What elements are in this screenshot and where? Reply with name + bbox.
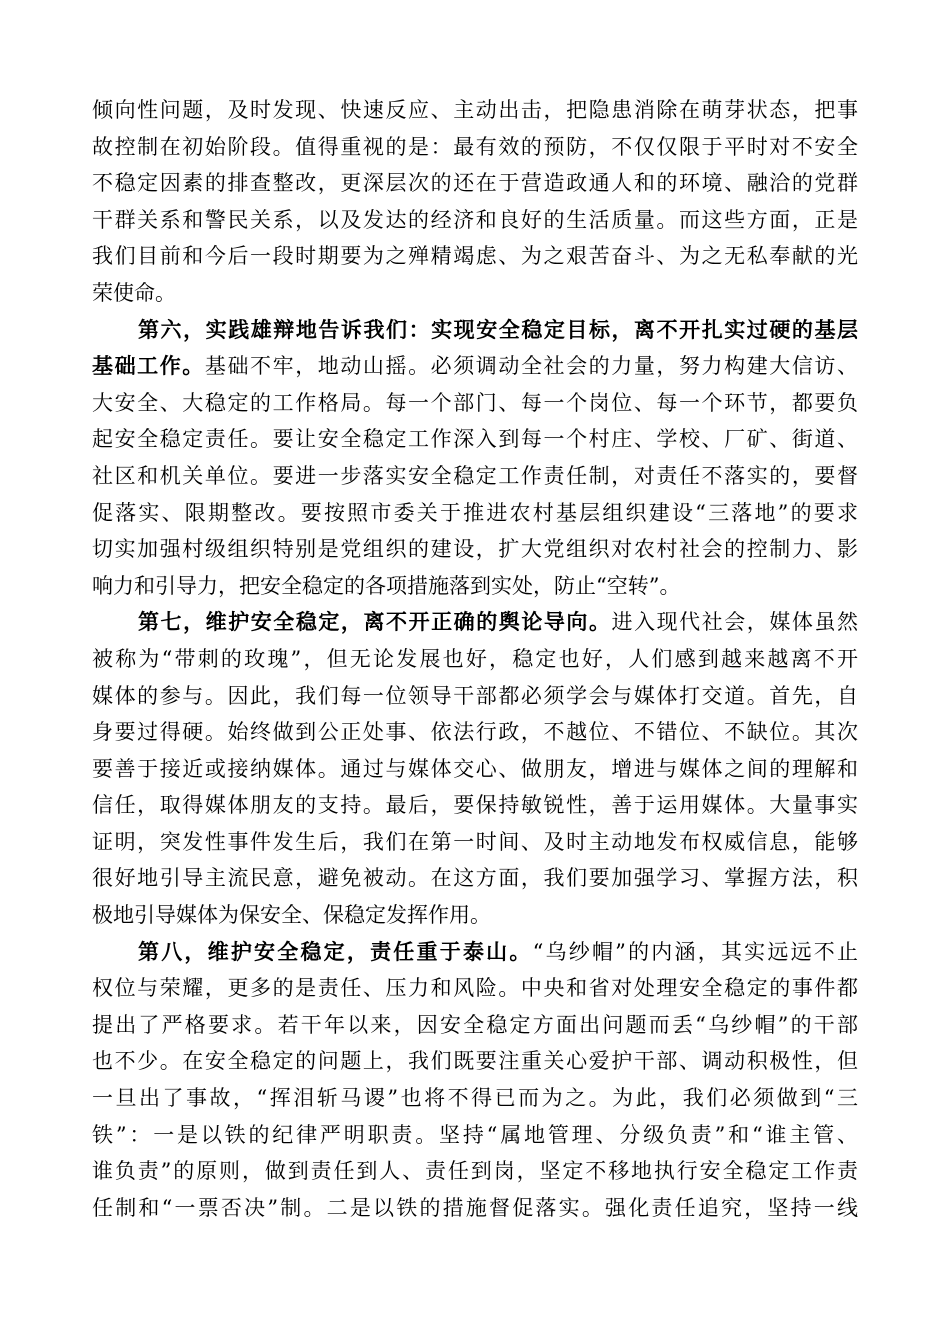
text-line: 促落实、限期整改。要按照市委关于推进农村基层组织建设“三落地”的要求 (92, 500, 858, 525)
text-line: 大安全、大稳定的工作格局。每一个部门、每一个岗位、每一个环节，都要负 (92, 390, 858, 415)
text-line: 起安全稳定责任。要让安全稳定工作深入到每一个村庄、学校、厂矿、街道、 (92, 427, 858, 452)
text-line: 干群关系和警民关系，以及发达的经济和良好的生活质量。而这些方面，正是 (92, 207, 858, 232)
text-line (92, 312, 858, 349)
text-line: 一旦出了事故，“挥泪斩马谡”也将不得已而为之。为此，我们必须做到“三 (92, 1086, 858, 1111)
text-line: 要善于接近或接纳媒体。通过与媒体交心、做朋友，增进与媒体之间的理解和 (92, 756, 858, 781)
text-line: 权位与荣耀，更多的是责任、压力和风险。中央和省对处理安全稳定的事件都 (92, 976, 858, 1001)
text-line: 故控制在初始阶段。值得重视的是：最有效的预防，不仅仅限于平时对不安全 (92, 134, 858, 159)
text-line: 极地引导媒体为保安全、保稳定发挥作用。 (92, 903, 491, 928)
text-line: 铁”：一是以铁的纪律严明职责。坚持“属地管理、分级负责”和“谁主管、 (92, 1122, 858, 1147)
paragraph-seventh (92, 604, 858, 933)
text-line: 被称为“带刺的玫瑰”，但无论发展也好，稳定也好，人们感到越来越离不开 (92, 646, 858, 671)
text-line: 倾向性问题，及时发现、快速反应、主动出击，把隐患消除在萌芽状态，把事 (92, 98, 858, 122)
text-line: 提出了严格要求。若干年以来，因安全稳定方面出问题而丢“乌纱帽”的干部 (92, 1012, 858, 1037)
section-heading: 第七，维护安全稳定，离不开正确的舆论导向。 (138, 609, 612, 635)
text-line: 响力和引导力，把安全稳定的各项措施落到实处，防止“空转”。 (92, 573, 681, 598)
text-line: 任制和“一票否决”制。二是以铁的措施督促落实。强化责任追究，坚持一线 (92, 1195, 858, 1220)
text-line: 证明，突发性事件发生后，我们在第一时间、及时主动地发布权威信息，能够 (92, 829, 858, 854)
section-heading: 第六，实践雄辩地告诉我们：实现安全稳定目标，离不开扎实过硬的基层 (138, 316, 858, 342)
section-heading: 第八，维护安全稳定，责任重于泰山。 (138, 938, 533, 964)
text-line: 不稳定因素的排查整改，更深层次的还在于营造政通人和的环境、融洽的党群 (92, 171, 858, 196)
section-heading: 基础工作。 (92, 353, 205, 379)
text-line: 荣使命。 (92, 280, 176, 305)
text-line: 基础工作。基础不牢，地动山摇。必须调动全社会的力量，努力构建大信访、 (92, 353, 859, 379)
document-page (92, 92, 858, 1226)
paragraph-eighth (92, 934, 858, 1227)
text-line: 媒体的参与。因此，我们每一位领导干部都必须学会与媒体打交道。首先，自 (92, 683, 858, 708)
text-line: 社区和机关单位。要进一步落实安全稳定工作责任制，对责任不落实的，要督 (92, 463, 858, 488)
text-line: 切实加强村级组织特别是党组织的建设，扩大党组织对农村社会的控制力、影 (92, 537, 858, 562)
text-line: 也不少。在安全稳定的问题上，我们既要注重关心爱护干部、调动积极性，但 (92, 1049, 858, 1074)
paragraph-sixth (92, 312, 858, 605)
text-line: 身要过得硬。始终做到公正处事、依法行政，不越位、不错位、不缺位。其次 (92, 720, 858, 745)
paragraph-continuation (92, 92, 858, 312)
text-line: 第七，维护安全稳定，离不开正确的舆论导向。进入现代社会，媒体虽然 (138, 609, 858, 635)
text-line: 信任，取得媒体朋友的支持。最后，要保持敏锐性，善于运用媒体。大量事实 (92, 793, 858, 818)
text-line: 谁负责”的原则，做到责任到人、责任到岗，坚定不移地执行安全稳定工作责 (92, 1159, 858, 1184)
text-line: 我们目前和今后一段时期要为之殚精竭虑、为之艰苦奋斗、为之无私奉献的光 (92, 244, 858, 269)
text-line: 第八，维护安全稳定，责任重于泰山。“乌纱帽”的内涵，其实远远不止 (138, 938, 858, 964)
text-line: 很好地引导主流民意，避免被动。在这方面，我们要加强学习、掌握方法，积 (92, 866, 858, 891)
